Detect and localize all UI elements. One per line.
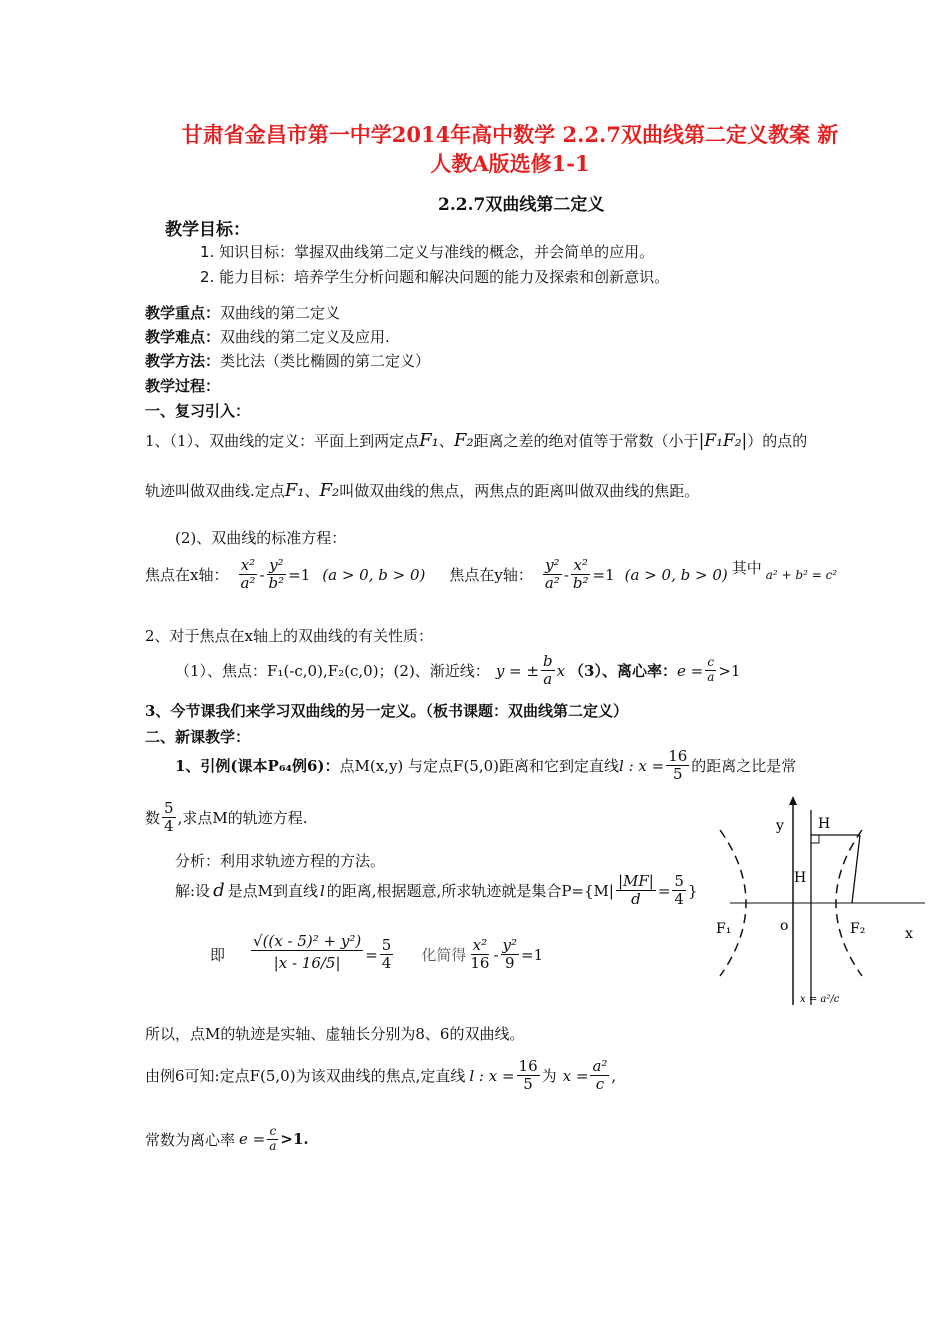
y-axis-label: 焦点在y轴： bbox=[449, 566, 533, 585]
den: 5 bbox=[523, 1075, 533, 1094]
method-label: 教学方法： bbox=[145, 352, 221, 370]
method-text: 类比法（类比椭圆的第二定义） bbox=[220, 352, 431, 370]
asymptote-lhs: y = ± bbox=[495, 661, 539, 680]
abc-relation: a² + b² = c² bbox=[765, 567, 838, 582]
frac-a2-c bbox=[590, 1058, 609, 1094]
where-label: 其中 bbox=[731, 559, 762, 577]
directrix-eq-lhs: l : x = bbox=[619, 756, 665, 775]
num: 5 bbox=[381, 936, 392, 954]
example-line-2 bbox=[145, 800, 307, 836]
x-axis-label: 焦点在x轴： bbox=[145, 566, 229, 585]
equation-line bbox=[210, 933, 543, 977]
key-point-label: 教学重点： bbox=[145, 304, 221, 322]
frac-5-4-b bbox=[672, 873, 686, 909]
den: 5 bbox=[672, 765, 683, 784]
frac-distance-ratio bbox=[251, 933, 363, 977]
standard-equations-line bbox=[145, 557, 837, 593]
method-line bbox=[145, 350, 430, 371]
frac-16-5-b bbox=[517, 1058, 540, 1094]
num: a² bbox=[592, 1057, 608, 1075]
foci-and-asymptote-text: （1）、焦点：F₁(-c,0),F₂(c,0)；(2)、渐近线： bbox=[175, 662, 490, 681]
label-x: x bbox=[905, 926, 913, 942]
symbol-F2-b: F₂ bbox=[319, 480, 340, 501]
eccentricity-lhs: e = bbox=[677, 661, 704, 680]
simplify-label: 化简得 bbox=[421, 946, 467, 965]
frac-x2-16 bbox=[468, 937, 491, 973]
num: y² bbox=[269, 556, 284, 574]
num: 5 bbox=[674, 872, 684, 890]
directrix-x: x = bbox=[562, 1066, 589, 1085]
symbol-F1F2: |F₁F₂| bbox=[698, 431, 748, 451]
y-axis-arrow bbox=[789, 796, 797, 805]
frac-16-5 bbox=[666, 748, 689, 784]
title-line-2: 人教A版选修1-1 bbox=[430, 151, 590, 176]
properties-line bbox=[175, 653, 741, 689]
label-y: y bbox=[776, 818, 784, 834]
label-H-top: H bbox=[818, 816, 831, 832]
den: b² bbox=[572, 574, 589, 593]
section-review-heading: 一、复习引入： bbox=[145, 402, 251, 420]
eccentricity-gt: >1 bbox=[718, 661, 741, 680]
conclusion-text: 所以，点M的轨迹是实轴、虚轴长分别为8、6的双曲线。 bbox=[145, 1025, 525, 1043]
frac-x2-a2 bbox=[238, 557, 257, 593]
example-text-2: 的距离之比是常 bbox=[691, 757, 797, 776]
directrix-eq-lhs-b: l : x = bbox=[469, 1066, 515, 1085]
minus-1: - bbox=[259, 565, 265, 584]
section-new-lesson-heading: 二、新课教学： bbox=[145, 728, 251, 746]
def-text-a: 1、（1）、双曲线的定义：平面上到两定点 bbox=[145, 432, 420, 450]
ji-label: 即 bbox=[210, 946, 226, 965]
example-text: 点M(x,y) 与定点F(5,0)距离和它到定直线 bbox=[339, 757, 620, 776]
eccentricity-line bbox=[145, 1125, 309, 1154]
def-text-d: 轨迹叫做双曲线.定点 bbox=[145, 482, 285, 500]
eq-one-3: =1 bbox=[521, 945, 544, 964]
num: y² bbox=[502, 936, 518, 954]
frac-c-a-b bbox=[267, 1125, 278, 1154]
frac-x2-b2 bbox=[571, 557, 591, 593]
difficulty-line bbox=[145, 326, 390, 347]
num: c bbox=[707, 655, 715, 670]
num: x² bbox=[240, 556, 256, 574]
def-text-b: 距离之差的绝对值等于常数（小于 bbox=[473, 432, 699, 450]
den: c bbox=[595, 1075, 605, 1094]
solution-a: 解:设 bbox=[175, 882, 211, 901]
def-text-e: 叫做双曲线的焦点，两焦点的距离叫做双曲线的焦距。 bbox=[339, 482, 700, 500]
process-heading: 教学过程： bbox=[145, 377, 221, 395]
frac-MF-d bbox=[616, 873, 656, 909]
example-lead: 1、引例(课本P₆₄例6)： bbox=[175, 757, 340, 776]
definition-line-1 bbox=[145, 430, 807, 451]
example-text-3: 数 bbox=[145, 809, 161, 828]
example-line-1 bbox=[175, 748, 796, 784]
right-angle-mark bbox=[811, 835, 819, 843]
den: a bbox=[543, 670, 553, 689]
goal-item-1: 1. 知识目标：掌握双曲线第二定义与准线的概念，并会简单的应用。 bbox=[200, 243, 655, 261]
den: a² bbox=[240, 574, 256, 593]
from-example-line bbox=[145, 1058, 616, 1094]
num: c bbox=[269, 1124, 277, 1138]
num: x² bbox=[573, 556, 588, 574]
comma: , bbox=[611, 1066, 617, 1085]
minus-3: - bbox=[493, 945, 499, 964]
label-directrix: x = a²/c bbox=[800, 994, 840, 1005]
num: 16 bbox=[518, 1057, 538, 1075]
den: a bbox=[269, 1138, 277, 1153]
den: 4 bbox=[381, 954, 392, 973]
key-point-line bbox=[145, 302, 340, 323]
den: 16 bbox=[470, 954, 490, 973]
label-o: o bbox=[780, 918, 789, 934]
den: 9 bbox=[504, 954, 515, 973]
set-eq-sign: = bbox=[657, 881, 671, 900]
title-line-1: 甘肃省金昌市第一中学2014年高中数学 2.2.7双曲线第二定义教案 新 bbox=[181, 122, 839, 147]
solution-c: 的距离,根据题意,所求轨迹就是集合P={M| bbox=[326, 882, 614, 901]
num: |MF| bbox=[617, 872, 654, 890]
frac-y2-a2 bbox=[543, 557, 562, 593]
den: |x - 16/5| bbox=[273, 954, 341, 973]
den: 4 bbox=[674, 890, 684, 909]
eccentricity-label: （3）、离心率： bbox=[569, 662, 677, 681]
solution-b: 是点M到直线 bbox=[227, 882, 318, 901]
def-text-c: ）的点的 bbox=[747, 432, 808, 450]
symbol-F2: F₂ bbox=[453, 430, 474, 451]
frac-5-4 bbox=[162, 800, 176, 836]
key-point-text: 双曲线的第二定义 bbox=[220, 304, 341, 322]
asymptote-x: x bbox=[556, 661, 566, 680]
difficulty-label: 教学难点： bbox=[145, 328, 221, 346]
set-close: } bbox=[687, 881, 698, 900]
symbol-d: d bbox=[213, 880, 225, 902]
condition-2: (a > 0, b > 0) bbox=[624, 565, 728, 584]
num: y² bbox=[545, 556, 560, 574]
frac-5-4-c bbox=[380, 937, 394, 973]
condition-1: (a > 0, b > 0) bbox=[322, 565, 426, 584]
num: b bbox=[542, 652, 553, 670]
den: d bbox=[631, 890, 641, 909]
frac-y2-9 bbox=[501, 937, 520, 973]
goal-item-2: 2. 能力目标：培养学生分析问题和解决问题的能力及探索和创新意识。 bbox=[200, 268, 670, 286]
standard-equation-heading: (2)、双曲线的标准方程： bbox=[175, 529, 347, 547]
def-sep: 、 bbox=[438, 432, 454, 450]
eccentricity-gt-b: >1 bbox=[280, 1130, 304, 1149]
hyperbola-diagram bbox=[700, 790, 940, 1020]
den: b² bbox=[268, 574, 285, 593]
from-text-a: 由例6可知:定点F(5,0)为该双曲线的焦点,定直线 bbox=[145, 1067, 466, 1086]
minus-2: - bbox=[563, 565, 569, 584]
den: 4 bbox=[164, 817, 174, 836]
num: 5 bbox=[164, 799, 174, 817]
properties-heading: 2、对于焦点在x轴上的双曲线的有关性质： bbox=[145, 627, 434, 645]
example-text-4: ,求点M的轨迹方程. bbox=[177, 809, 308, 828]
eq-one-1: =1 bbox=[288, 565, 311, 584]
def-sep-b: 、 bbox=[304, 482, 320, 500]
analysis-text: 分析：利用求轨迹方程的方法。 bbox=[175, 852, 386, 870]
document-title bbox=[110, 120, 910, 178]
den: a bbox=[707, 670, 715, 685]
label-F2: F₂ bbox=[850, 921, 866, 937]
eq-sign: = bbox=[365, 945, 378, 964]
definition-line-2 bbox=[145, 480, 699, 501]
lesson-subtitle: 2.2.7双曲线第二定义 bbox=[438, 195, 605, 215]
label-H-mid: H bbox=[794, 870, 807, 886]
frac-b-a bbox=[541, 653, 555, 689]
period: . bbox=[303, 1130, 309, 1149]
goals-heading: 教学目标： bbox=[165, 220, 250, 240]
frac-c-a bbox=[705, 656, 716, 685]
eq-one-2: =1 bbox=[592, 565, 615, 584]
const-label: 常数为离心率 bbox=[145, 1130, 236, 1149]
from-text-b: 为 bbox=[541, 1067, 557, 1086]
focus-segment bbox=[852, 835, 860, 903]
symbol-l: l bbox=[319, 881, 325, 900]
den: a² bbox=[544, 574, 560, 593]
num: 16 bbox=[668, 747, 688, 765]
solution-line bbox=[175, 873, 697, 909]
num: √((x - 5)² + y²) bbox=[253, 932, 362, 950]
num: x² bbox=[472, 936, 488, 954]
eccentricity-lhs-b: e = bbox=[239, 1130, 266, 1149]
symbol-F1-b: F₁ bbox=[284, 480, 305, 501]
item-3: 3、今节课我们来学习双曲线的另一定义。（板书课题：双曲线第二定义） bbox=[145, 702, 628, 720]
difficulty-text: 双曲线的第二定义及应用. bbox=[220, 328, 390, 346]
label-F1: F₁ bbox=[716, 921, 732, 937]
frac-y2-b2 bbox=[267, 557, 287, 593]
symbol-F1: F₁ bbox=[419, 430, 439, 451]
